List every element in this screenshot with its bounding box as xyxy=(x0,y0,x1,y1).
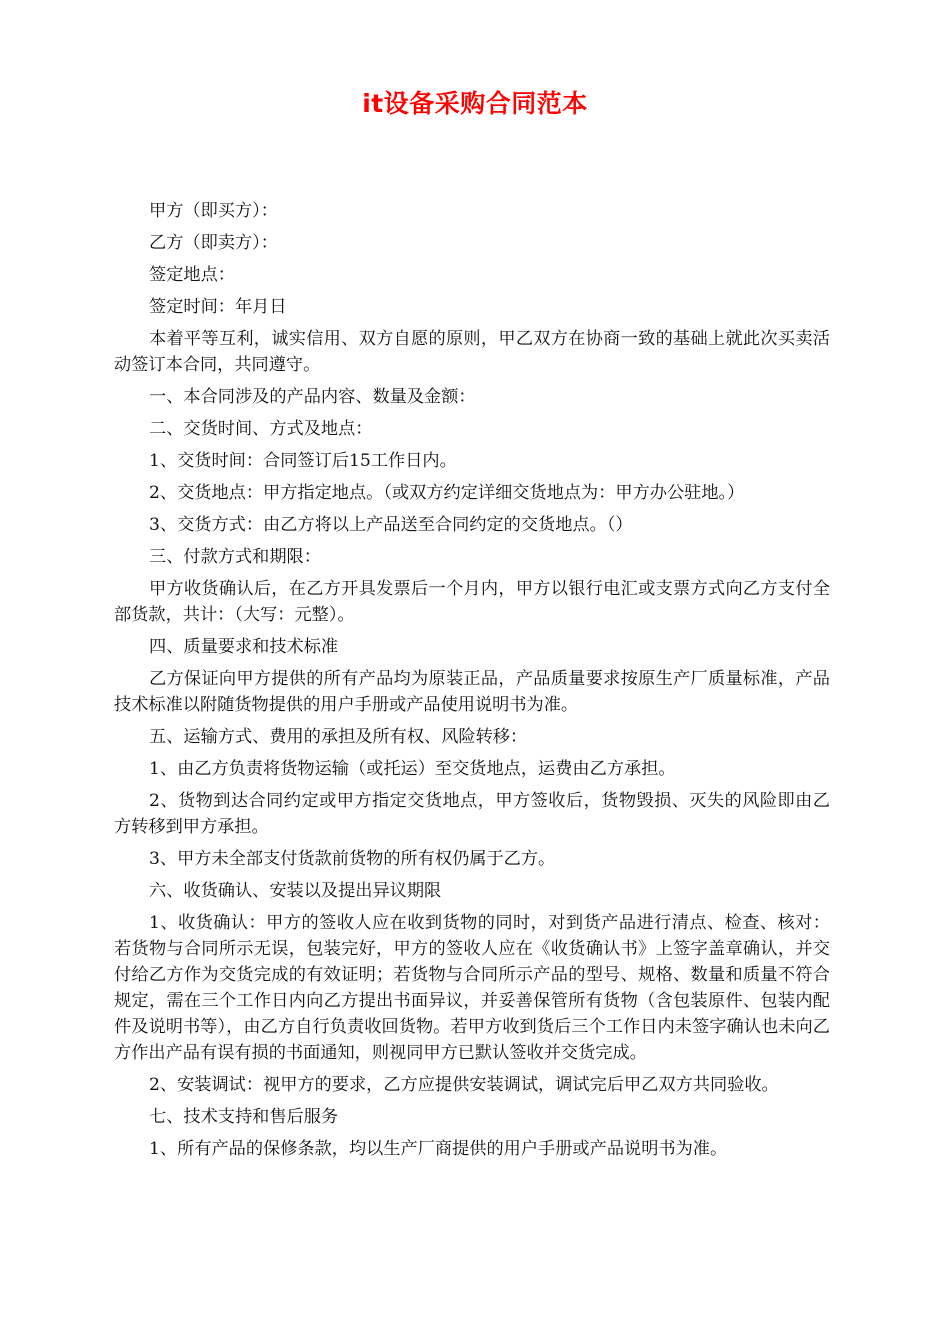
clause-6-2: 2、安装调试：视甲方的要求，乙方应提供安装调试，调试完后甲乙双方共同验收。 xyxy=(149,1075,779,1095)
clause-5-1: 1、由乙方负责将货物运输（或托运）至交货地点，运费由乙方承担。 xyxy=(149,759,676,779)
document-body xyxy=(114,198,830,1168)
clause-6-1: 1、收货确认：甲方的签收人应在收到货物的同时，对到货产品进行清点、检查、核对：若货物与合同所示无误，包装完好，甲方的签收人应在《收货确认书》上签字盖章确认，并交付给乙方作为交货完成的有效证明；若货物与合同所示产品的型号、规格、数量和质量不符合规定，需在三个工作日内向乙方提出书面异议，并妥善保管所有货物（含包装原件、包装内配件及说明书等），由乙方自行负责收回货物。若甲方收到货后三个工作日内未签字确认也未向乙方作出产品有误有损的书面通知，则视同甲方已默认签收并交货完成。 xyxy=(114,913,830,1063)
clause-2-3: 3、交货方式：由乙方将以上产品送至合同约定的交货地点。（） xyxy=(149,515,633,535)
section-5-heading: 五、运输方式、费用的承担及所有权、风险转移： xyxy=(149,727,528,747)
section-4-heading: 四、质量要求和技术标准 xyxy=(149,637,339,657)
clause-7-1: 1、所有产品的保修条款，均以生产厂商提供的用户手册或产品说明书为准。 xyxy=(149,1139,728,1159)
preamble-paragraph: 本着平等互利，诚实信用、双方自愿的原则，甲乙双方在协商一致的基础上就此次买卖活动签订本合同，共同遵守。 xyxy=(114,329,830,375)
section-6-heading: 六、收货确认、安装以及提出异议期限 xyxy=(149,881,442,901)
signing-date-line: 签定时间：年月日 xyxy=(149,297,287,317)
clause-2-2: 2、交货地点：甲方指定地点。（或双方约定详细交货地点为：甲方办公驻地。） xyxy=(149,483,745,503)
section-1-heading: 一、本合同涉及的产品内容、数量及金额： xyxy=(149,387,476,407)
section-2-heading: 二、交货时间、方式及地点： xyxy=(149,419,373,439)
clause-3-body: 甲方收货确认后，在乙方开具发票后一个月内，甲方以银行电汇或支票方式向乙方支付全部货款，共计：（大写：元整）。 xyxy=(114,579,830,625)
clause-5-2: 2、货物到达合同约定或甲方指定交货地点，甲方签收后，货物毁损、灭失的风险即由乙方转移到甲方承担。 xyxy=(114,791,830,837)
clause-2-1: 1、交货时间：合同签订后15工作日内。 xyxy=(149,451,457,471)
clause-4-body: 乙方保证向甲方提供的所有产品均为原装正品，产品质量要求按原生产厂质量标准，产品技术标准以附随货物提供的用户手册或产品使用说明书为准。 xyxy=(114,669,830,715)
section-3-heading: 三、付款方式和期限： xyxy=(149,547,321,567)
section-7-heading: 七、技术支持和售后服务 xyxy=(149,1107,339,1127)
party-b-line: 乙方（即卖方）： xyxy=(149,233,278,253)
clause-5-3: 3、甲方未全部支付货款前货物的所有权仍属于乙方。 xyxy=(149,849,556,869)
party-a-line: 甲方（即买方）： xyxy=(149,201,278,221)
document-title: it设备采购合同范本 xyxy=(362,89,588,118)
signing-place-line: 签定地点： xyxy=(149,265,235,285)
